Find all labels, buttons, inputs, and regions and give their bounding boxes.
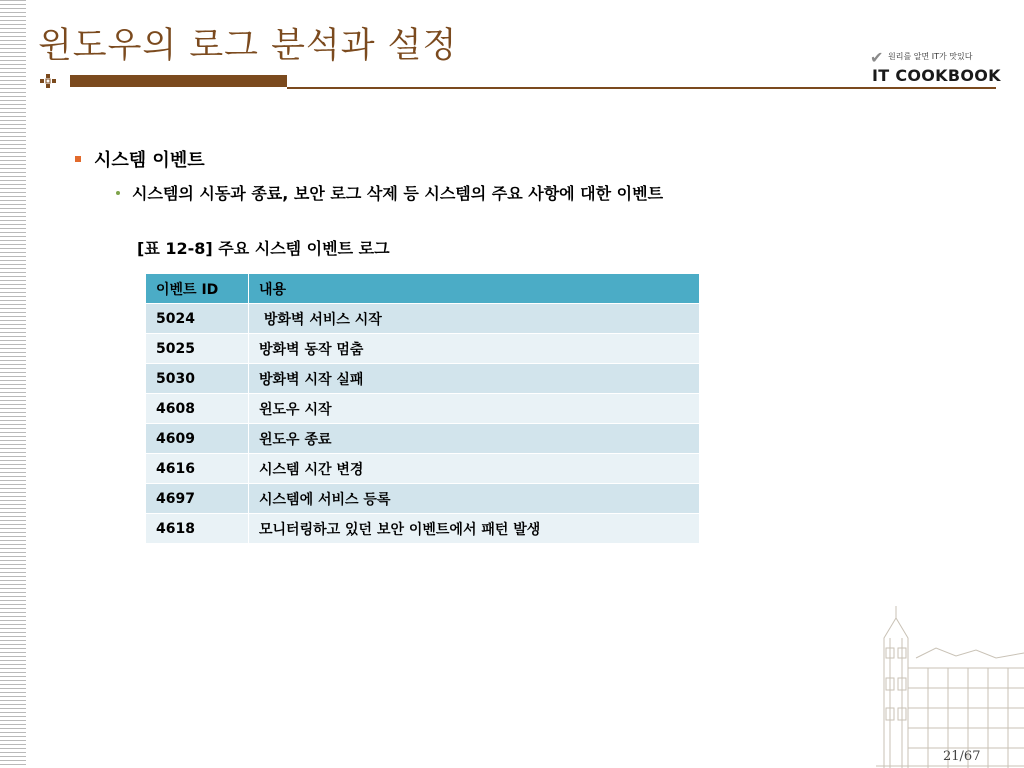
table-row (146, 364, 700, 394)
table-row (146, 454, 700, 484)
event-id-cell: 4697 (146, 484, 249, 514)
event-description-cell: 윈도우 종료 (249, 424, 700, 454)
event-id-cell: 4609 (146, 424, 249, 454)
sub-bullet (116, 181, 663, 204)
main-bullet-text: 시스템 이벤트 (94, 150, 205, 171)
event-description-cell: 방화벽 동작 멈춤 (249, 334, 700, 364)
sub-bullet-text: 시스템의 시동과 종료, 보안 로그 삭제 등 시스템의 주요 사항에 대한 이벤트 (132, 184, 664, 203)
event-id-cell: 5030 (146, 364, 249, 394)
event-id-cell: 4608 (146, 394, 249, 424)
page-number: 21/67 (943, 749, 981, 764)
header-event-id: 이벤트 ID (146, 274, 249, 304)
dot-bullet-icon (116, 191, 120, 195)
event-description-cell: 모니터링하고 있던 보안 이벤트에서 패턴 발생 (249, 514, 700, 544)
event-description-cell: 방화벽 시작 실패 (249, 364, 700, 394)
table-row (146, 334, 700, 364)
event-description-cell: 시스템에 서비스 등록 (249, 484, 700, 514)
table-header-row (146, 274, 700, 304)
table-row (146, 304, 700, 334)
it-cookbook-logo (866, 48, 1001, 88)
square-bullet-icon (75, 156, 81, 162)
building-sketch-image (876, 598, 1024, 768)
table-row (146, 484, 700, 514)
main-bullet (75, 146, 205, 172)
table-caption: [표 12-8] 주요 시스템 이벤트 로그 (137, 239, 390, 258)
event-id-cell: 5025 (146, 334, 249, 364)
event-id-cell: 4616 (146, 454, 249, 484)
event-log-table (145, 273, 700, 544)
title-bullet-icon (40, 74, 56, 88)
left-stripe-decoration (0, 0, 26, 768)
title-underline-bar (70, 75, 287, 87)
table-row (146, 394, 700, 424)
table-row (146, 424, 700, 454)
table-row (146, 514, 700, 544)
event-id-cell: 5024 (146, 304, 249, 334)
checkmark-icon: ✔ (870, 48, 884, 67)
event-description-cell: 시스템 시간 변경 (249, 454, 700, 484)
logo-brand: IT COOKBOOK (872, 66, 1001, 85)
event-id-cell: 4618 (146, 514, 249, 544)
slide-title: 윈도우의 로그 분석과 설정 (38, 26, 458, 66)
event-description-cell: 윈도우 시작 (249, 394, 700, 424)
logo-tagline: 원리를 알면 IT가 맛있다 (888, 52, 973, 61)
header-content: 내용 (249, 274, 700, 304)
event-description-cell: 방화벽 서비스 시작 (249, 304, 700, 334)
